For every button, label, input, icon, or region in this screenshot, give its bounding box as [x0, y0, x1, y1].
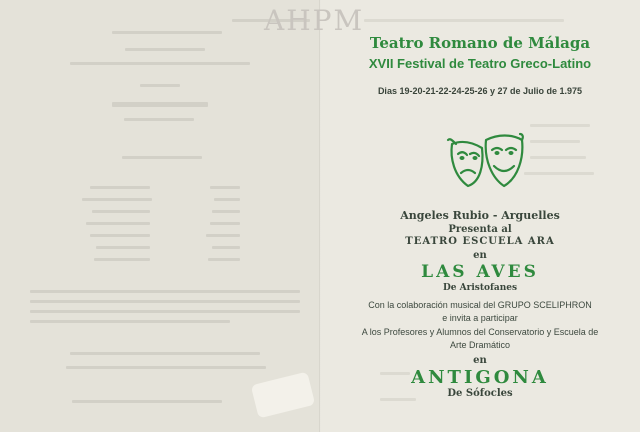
bleed-through-mark: [112, 31, 222, 34]
bleed-through-mark: [210, 222, 240, 225]
play-title-las-aves: LAS AVES: [421, 262, 539, 282]
bleed-through-mark: [124, 118, 194, 121]
company-name: TEATRO ESCUELA ARA: [405, 236, 555, 247]
bleed-through-mark: [122, 156, 202, 159]
bleed-through-mark: [92, 210, 150, 213]
bleed-through-mark: [72, 400, 222, 403]
bleed-through-mark: [70, 352, 260, 355]
audience-line: Arte Dramático: [449, 340, 511, 350]
play-author-sofocles: De Sófocles: [447, 388, 513, 399]
presenter-name: Angeles Rubio - Arguelles: [400, 209, 560, 222]
festival-title: XVII Festival de Teatro Greco-Latino: [368, 56, 592, 71]
bleed-through-mark: [30, 300, 300, 303]
bleed-through-mark: [530, 140, 580, 143]
bleed-through-mark: [112, 102, 208, 107]
invitation-note: e invita a participar: [442, 313, 518, 323]
bleed-through-mark: [206, 234, 240, 237]
bleed-through-mark: [364, 19, 564, 22]
bleed-through-mark: [82, 198, 152, 201]
bleed-through-mark: [96, 246, 150, 249]
bleed-through-mark: [210, 186, 240, 189]
play-title-antigona: ANTIGONA: [411, 367, 549, 388]
archive-watermark: AHPM: [264, 4, 365, 37]
bleed-through-mark: [66, 366, 266, 369]
bleed-through-mark: [70, 62, 250, 65]
bleed-through-mark: [94, 258, 150, 261]
connector-en: en: [473, 355, 487, 366]
bleed-through-mark: [30, 310, 300, 313]
bleed-through-mark: [86, 222, 150, 225]
audience-line: A los Profesores y Alumnos del Conservatorio y Escuela de: [361, 327, 599, 337]
bleed-through-mark: [90, 186, 150, 189]
bleed-through-mark: [30, 320, 230, 323]
bleed-through-mark: [125, 48, 205, 51]
bleed-through-mark: [212, 210, 240, 213]
bleed-through-mark: [212, 246, 240, 249]
festival-dates: Dias 19-20-21-22-24-25-26 y 27 de Julio de 1.975: [377, 86, 583, 96]
bleed-through-mark: [524, 172, 594, 175]
theatre-masks-icon: [446, 132, 524, 192]
bleed-through-mark: [90, 234, 150, 237]
play-author-aristofanes: De Aristofanes: [442, 283, 518, 293]
bleed-through-mark: [530, 124, 590, 127]
collaboration-note: Con la colaboración musical del GRUPO SCELIPHRON: [368, 300, 592, 310]
bleed-through-mark: [214, 198, 240, 201]
connector-en: en: [473, 250, 487, 261]
bleed-through-mark: [140, 84, 180, 87]
bleed-through-mark: [530, 156, 586, 159]
bleed-through-mark: [30, 290, 300, 293]
venue-title: Teatro Romano de Málaga: [369, 34, 591, 52]
bleed-through-mark: [208, 258, 240, 261]
presents-label: Presenta al: [448, 224, 512, 235]
